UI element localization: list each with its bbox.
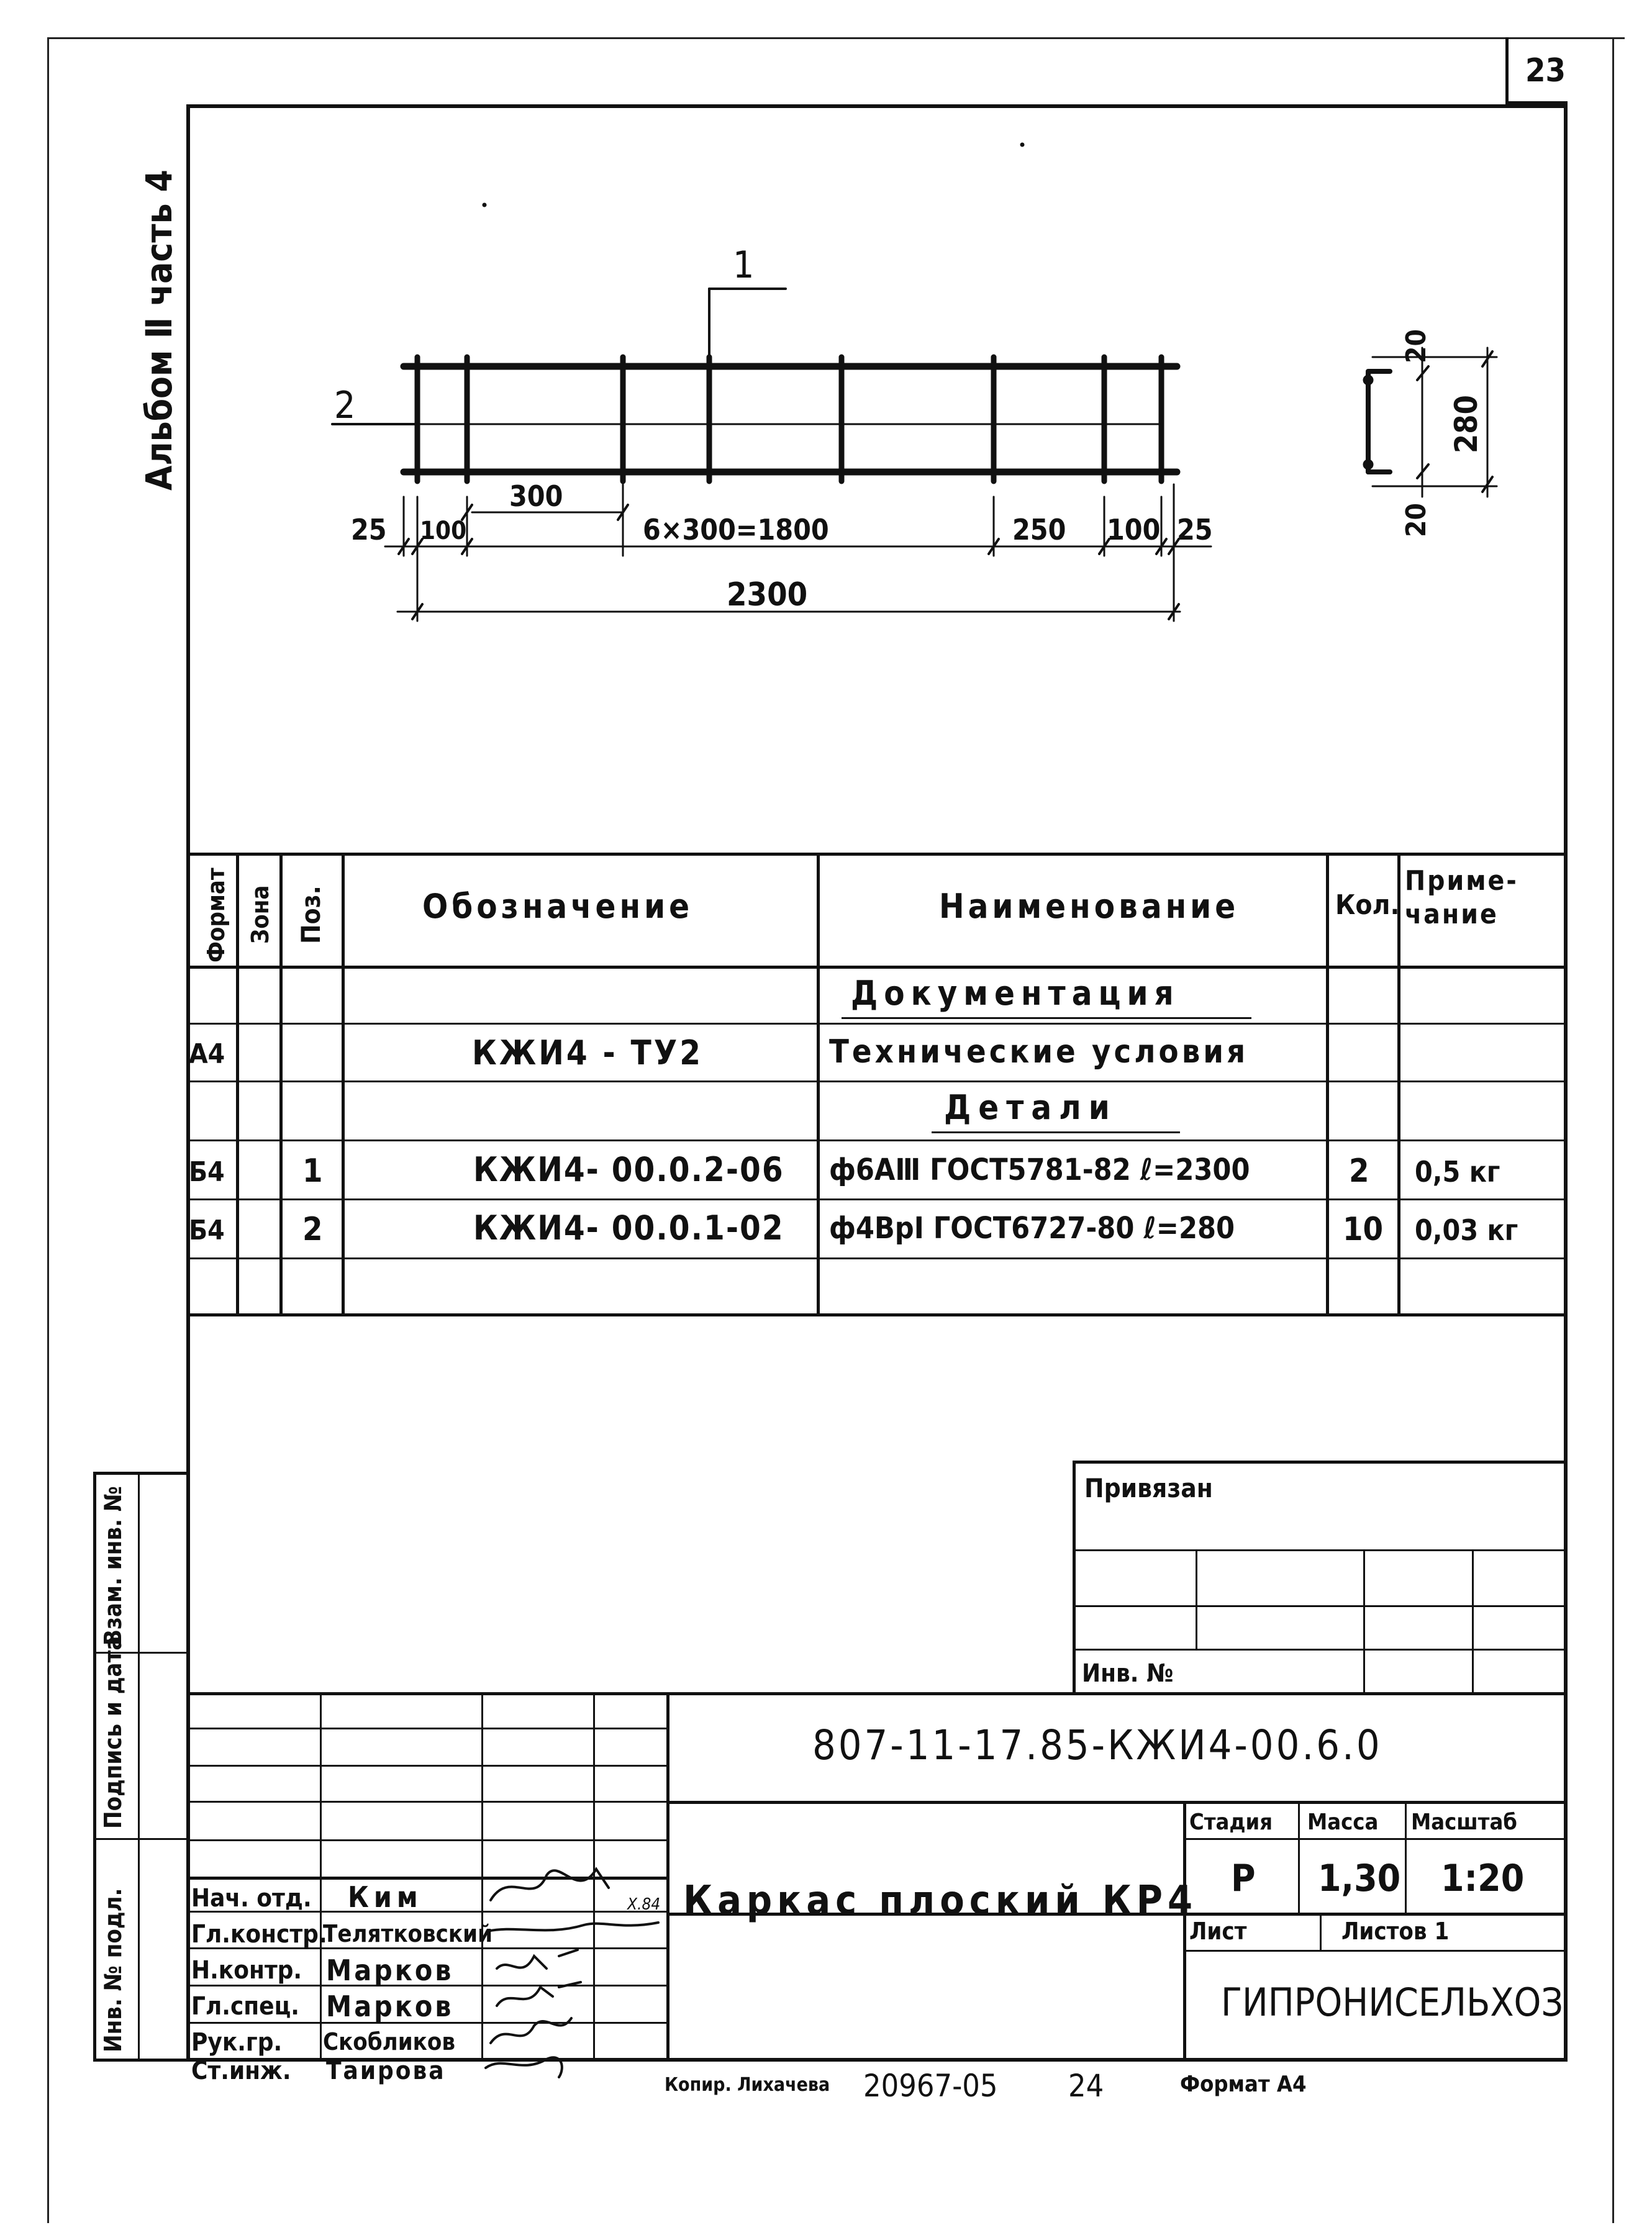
album-label: Альбом Ⅱ часть 4 xyxy=(138,170,180,491)
side-vzam: Взам. инв. № xyxy=(99,1485,127,1646)
section-details: Детали xyxy=(944,1088,1117,1127)
footer-archive: 20967-05 xyxy=(863,2068,998,2104)
person2-role: Гл.констр. xyxy=(191,1920,327,1949)
dim-250: 250 xyxy=(1012,513,1066,546)
row2-pos: 1 xyxy=(302,1153,323,1190)
section-dim-280: 280 xyxy=(1448,395,1484,453)
dim-25-right: 25 xyxy=(1177,513,1213,546)
person5-role: Рук.гр. xyxy=(191,2028,283,2057)
side-podpis: Подпись и дата xyxy=(99,1636,127,1829)
row3-format: Б4 xyxy=(189,1215,225,1246)
binding-inv-label: Инв. № xyxy=(1082,1659,1174,1688)
dim-2300: 2300 xyxy=(727,576,808,614)
drawing-title: Каркас плоский КР4 xyxy=(683,1878,1197,1924)
stage-label: Стадия xyxy=(1189,1810,1273,1835)
organization: ГИПРОНИСЕЛЬХОЗ xyxy=(1221,1980,1564,2025)
dim-6x300: 6×300=1800 xyxy=(643,513,829,546)
sheet-label: Лист xyxy=(1189,1918,1247,1945)
doc-code: 807-11-17.85-КЖИ4-00.6.0 xyxy=(812,1721,1382,1769)
row2-designation: КЖИ4- 00.0.2-06 xyxy=(473,1150,784,1189)
person5-name: Скобликов xyxy=(323,2028,456,2055)
section-documentation: Документация xyxy=(851,974,1180,1013)
section-dim-20-bottom: 20 xyxy=(1400,502,1432,537)
sheets-label: Листов 1 xyxy=(1341,1918,1450,1945)
row3-pos: 2 xyxy=(302,1211,323,1248)
footer-page: 24 xyxy=(1068,2068,1104,2104)
dim-300: 300 xyxy=(509,479,563,513)
header-name: Наименование xyxy=(939,887,1240,926)
person4-name: Марков xyxy=(326,1990,454,2023)
row3-designation: КЖИ4- 00.0.1-02 xyxy=(473,1208,784,1248)
row1-format: А4 xyxy=(189,1038,225,1070)
mass-label: Масса xyxy=(1307,1810,1379,1835)
header-pos: Поз. xyxy=(296,886,326,944)
row3-qty: 10 xyxy=(1343,1211,1384,1248)
signature-date: X.84 xyxy=(627,1895,661,1914)
person3-role: Н.контр. xyxy=(191,1956,302,1985)
mass-value: 1,30 xyxy=(1318,1857,1401,1900)
row2-qty: 2 xyxy=(1349,1153,1369,1190)
row2-format: Б4 xyxy=(189,1156,225,1188)
header-note: Приме-чание xyxy=(1405,865,1518,930)
position-2-label: 2 xyxy=(334,384,356,427)
person6-role: Ст.инж. xyxy=(191,2057,291,2085)
scale-label: Масштаб xyxy=(1411,1810,1517,1835)
row1-name: Технические условия xyxy=(829,1033,1249,1071)
row1-designation: КЖИ4 - ТУ2 xyxy=(472,1033,704,1072)
row2-note: 0,5 кг xyxy=(1415,1155,1500,1189)
side-inv-podl: Инв. № подл. xyxy=(99,1888,127,2052)
person1-role: Нач. отд. xyxy=(191,1884,312,1913)
scale-value: 1:20 xyxy=(1441,1857,1525,1900)
row3-note: 0,03 кг xyxy=(1415,1213,1518,1247)
header-format: Формат xyxy=(202,868,230,963)
person4-role: Гл.спец. xyxy=(191,1992,299,2021)
dim-100-left: 100 xyxy=(420,517,467,545)
binding-title: Привязан xyxy=(1084,1473,1213,1503)
header-qty: Кол. xyxy=(1335,889,1400,921)
page-number: 23 xyxy=(1525,52,1566,89)
header-designation: Обозначение xyxy=(422,887,694,926)
stage-value: Р xyxy=(1231,1857,1256,1900)
person1-name: Ким xyxy=(348,1880,423,1914)
person2-name: Телятковский xyxy=(323,1920,493,1947)
footer-copied: Копир. Лихачева xyxy=(665,2074,830,2096)
row3-name: ф4ВрⅠ ГОСТ6727-80 ℓ=280 xyxy=(829,1211,1235,1246)
header-zone: Зона xyxy=(247,885,274,944)
section-dim-20-top: 20 xyxy=(1400,328,1432,363)
row2-name: ф6АⅢ ГОСТ5781-82 ℓ=2300 xyxy=(829,1153,1250,1187)
person6-name: Таирова xyxy=(326,2057,446,2085)
dim-25-left: 25 xyxy=(351,513,387,546)
position-1-label: 1 xyxy=(733,243,755,287)
person3-name: Марков xyxy=(326,1954,454,1987)
footer-format: Формат А4 xyxy=(1180,2072,1307,2097)
dim-100-right: 100 xyxy=(1107,513,1161,546)
